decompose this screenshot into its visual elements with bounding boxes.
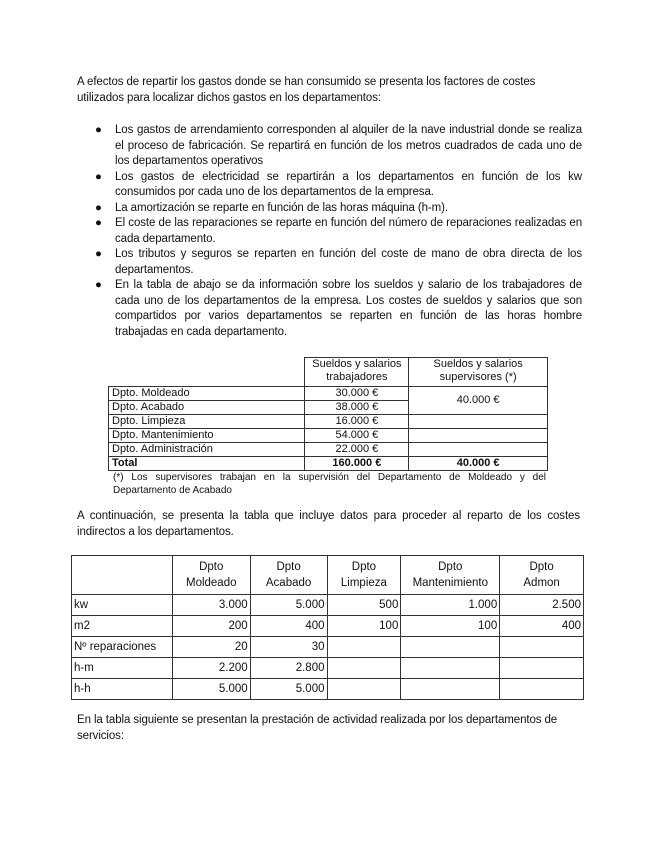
table-row: [72, 637, 584, 658]
row-label: h-m: [72, 658, 173, 679]
list-item: [77, 278, 582, 340]
list-item-text: Los gastos de electricidad se repartirán a los departamentos en función de los kw consumidos por cada uno de los departamentos de la empresa.: [115, 170, 582, 198]
cost-data-intro-paragraph: A continuación, se presenta la tabla que incluye datos para proceder al reparto de los costes indirectos a los departamentos.: [77, 510, 580, 538]
table-row: [72, 616, 584, 637]
cell-value: 2.800: [250, 658, 327, 679]
workers-salary: 16.000 €: [305, 415, 409, 429]
cell-value: 5.000: [172, 679, 250, 700]
empty-header-cell: [109, 358, 305, 387]
table-row: [109, 429, 548, 443]
total-workers-salary: 160.000 €: [305, 457, 409, 471]
total-label: Total: [109, 457, 305, 471]
cell-value: 5.000: [250, 679, 327, 700]
row-label: kw: [72, 595, 173, 616]
cell-value: 5.000: [250, 595, 327, 616]
table-row: [72, 595, 584, 616]
table-row: [109, 415, 548, 429]
cell-value: [327, 658, 401, 679]
list-item-text: En la tabla de abajo se da información sobre los sueldos y salario de los trabajadores de cada uno de los departamentos de la empresa. Los costes de sueldos y salarios que son compartidos por varios departamentos se reparten en función de las horas hombre trabajadas en cada departamento.: [115, 279, 582, 338]
cell-value: 400: [500, 616, 584, 637]
list-item: [77, 123, 582, 170]
empty-cell: [409, 429, 548, 443]
row-label: m2: [72, 616, 173, 637]
list-item-text: El coste de las reparaciones se reparte en función del número de reparaciones realizadas en cada departamento.: [115, 217, 582, 245]
list-item-text: Los gastos de arrendamiento corresponden al alquiler de la nave industrial donde se realiza el proceso de fabricación. Se repartirá en función de los metros cuadrados de cada uno de los departamentos operativos: [115, 124, 582, 167]
bullet-icon: ●: [95, 248, 102, 260]
dept-name: Dpto. Administración: [109, 443, 305, 457]
workers-salary-header: Sueldos y salarios trabajadores: [305, 358, 409, 387]
list-item: [77, 170, 582, 201]
table-row: [109, 387, 548, 401]
list-item: [77, 216, 582, 247]
row-label: h-h: [72, 679, 173, 700]
salary-table: [108, 357, 548, 471]
table-row: [72, 679, 584, 700]
supervisors-salary-header: Sueldos y salarios supervisores (*): [409, 358, 548, 387]
list-item-text: Los tributos y seguros se reparten en función del coste de mano de obra directa de los departamentos.: [115, 248, 582, 276]
list-item: [77, 201, 582, 217]
cell-value: [500, 637, 584, 658]
empty-cell: [409, 443, 548, 457]
cell-value: 3.000: [172, 595, 250, 616]
cell-value: [327, 679, 401, 700]
table-row: [109, 443, 548, 457]
dept-name: Dpto. Moldeado: [109, 387, 305, 401]
salary-table-note: (*) Los supervisores trabajan en la supervisión del Departamento de Moldeado y del Departamento de Acabado: [113, 472, 546, 496]
table-header-row: [72, 556, 584, 595]
bullet-icon: ●: [95, 124, 102, 136]
bullet-icon: ●: [95, 170, 102, 183]
cell-value: 100: [401, 616, 500, 637]
empty-cell: [409, 415, 548, 429]
workers-salary: 54.000 €: [305, 429, 409, 443]
supervisors-salary-shared: 40.000 €: [409, 387, 548, 415]
cell-value: 30: [250, 637, 327, 658]
services-activity-paragraph: En la tabla siguiente se presentan la prestación de actividad realizada por los departamentos de servicios:: [77, 714, 558, 742]
dept-name: Dpto. Limpieza: [109, 415, 305, 429]
intro-paragraph: A efectos de repartir los gastos donde se han consumido se presenta los factores de costes utilizados para localizar dichos gastos en los departamentos:: [77, 76, 536, 104]
workers-salary: 30.000 €: [305, 387, 409, 401]
cell-value: 400: [250, 616, 327, 637]
workers-salary: 38.000 €: [305, 401, 409, 415]
cell-value: [401, 679, 500, 700]
bullet-icon: ●: [95, 217, 102, 229]
table-row: [72, 658, 584, 679]
cost-distribution-table: [71, 555, 584, 700]
cell-value: 2.200: [172, 658, 250, 679]
column-header-limpieza: Dpto Limpieza: [327, 556, 401, 595]
cell-value: [500, 658, 584, 679]
cell-value: [500, 679, 584, 700]
dept-name: Dpto. Acabado: [109, 401, 305, 415]
column-header-admon: Dpto Admon: [500, 556, 584, 595]
list-item: [77, 247, 582, 278]
cell-value: 100: [327, 616, 401, 637]
total-supervisors-salary: 40.000 €: [409, 457, 548, 471]
cell-value: 20: [172, 637, 250, 658]
cell-value: 1.000: [401, 595, 500, 616]
column-header-acabado: Dpto Acabado: [250, 556, 327, 595]
cell-value: 200: [172, 616, 250, 637]
bullet-icon: ●: [95, 279, 102, 291]
cell-value: 2.500: [500, 595, 584, 616]
cell-value: [401, 658, 500, 679]
list-item-text: La amortización se reparte en función de las horas máquina (h-m).: [115, 201, 448, 214]
workers-salary: 22.000 €: [305, 443, 409, 457]
column-header-mantenimiento: Dpto Mantenimiento: [401, 556, 500, 595]
cell-value: [327, 637, 401, 658]
row-label: Nº reparaciones: [72, 637, 173, 658]
cell-value: 500: [327, 595, 401, 616]
cell-value: [401, 637, 500, 658]
cost-factors-list: [77, 123, 582, 340]
empty-header-cell: [72, 556, 173, 595]
total-row: [109, 457, 548, 471]
bullet-icon: ●: [95, 201, 102, 214]
dept-name: Dpto. Mantenimiento: [109, 429, 305, 443]
column-header-moldeado: Dpto Moldeado: [172, 556, 250, 595]
